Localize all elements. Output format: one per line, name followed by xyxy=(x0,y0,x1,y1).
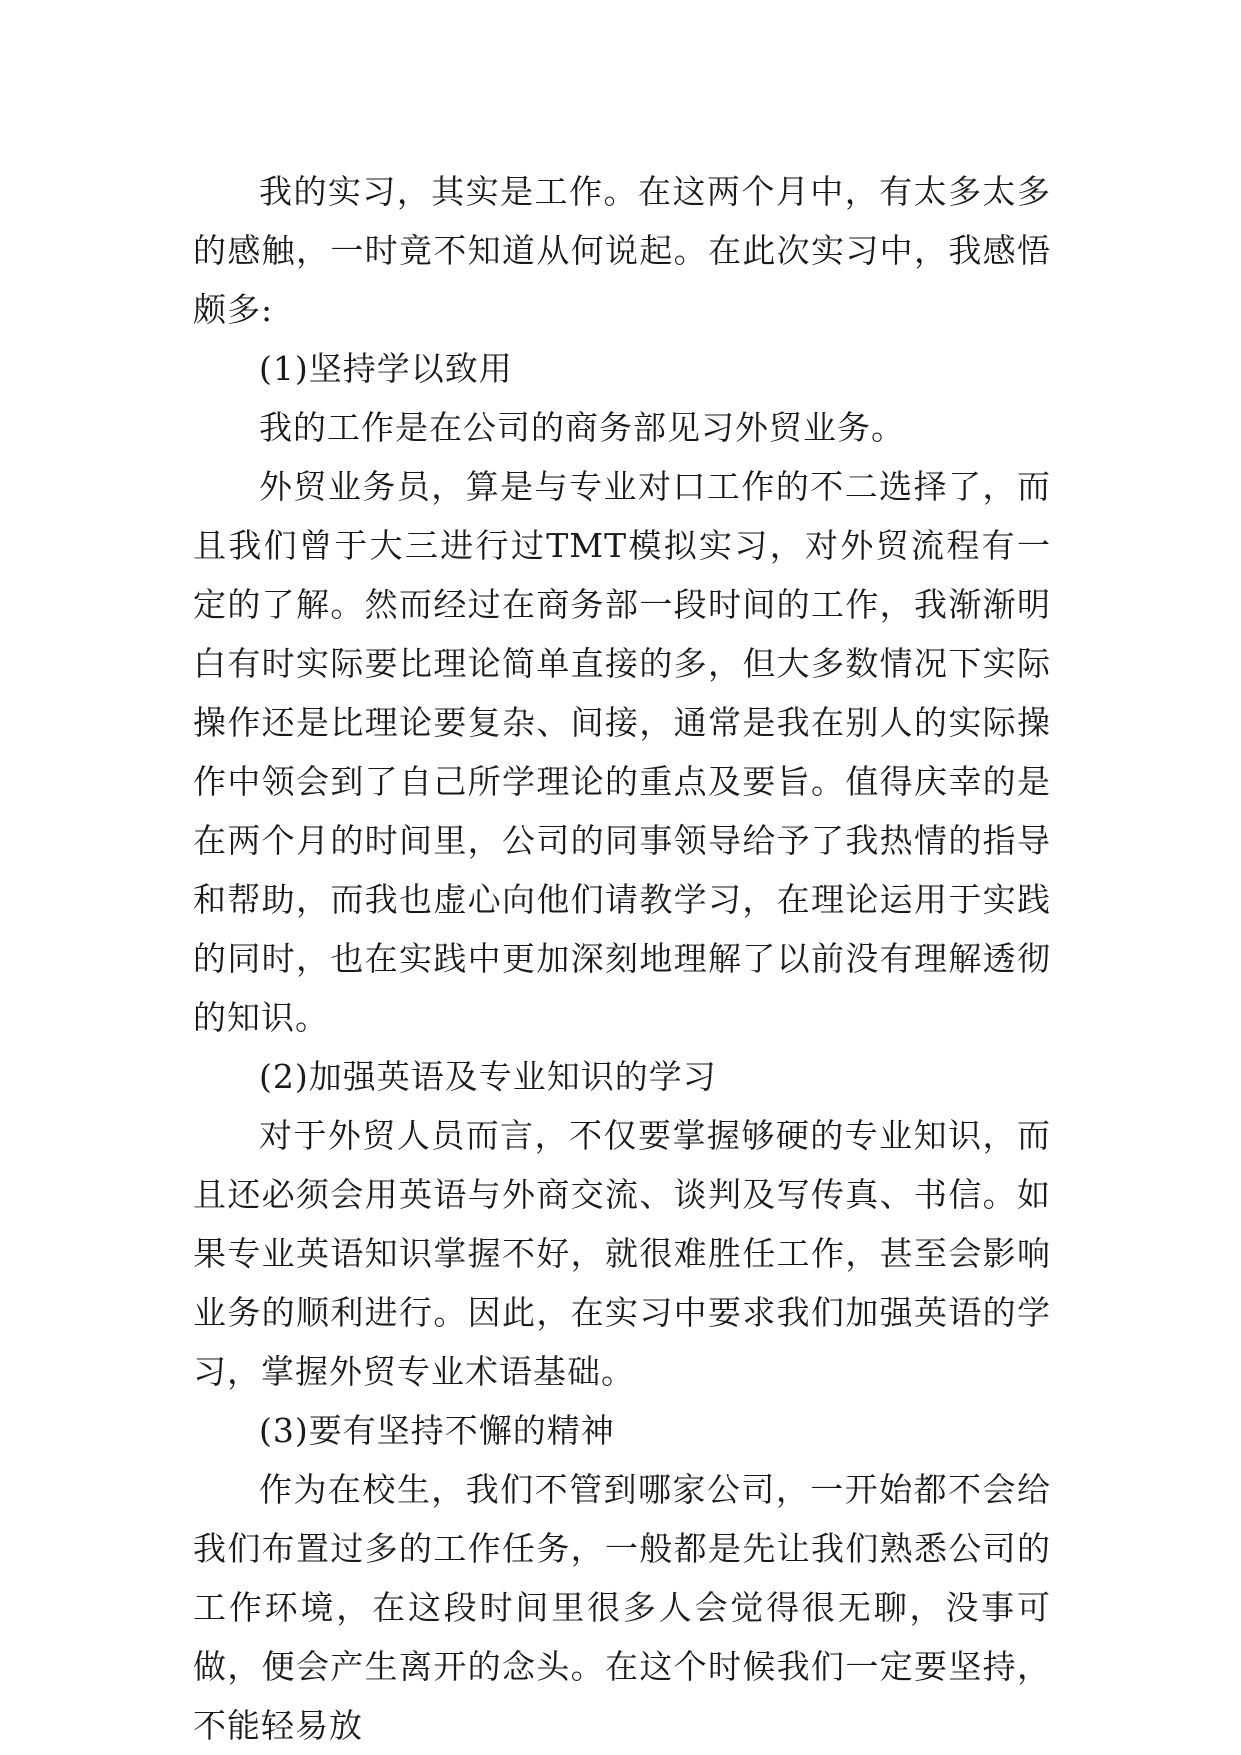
intro-paragraph: 我的实习，其实是工作。在这两个月中，有太多太多的感触，一时竟不知道从何说起。在此次实习中，我感悟颇多: xyxy=(193,172,1051,329)
paragraph: 外贸业务员，算是与专业对口工作的不二选择了，而且我们曾于大三进行过TMT模拟实习，对外贸流程有一定的了解。然而经过在商务部一段时间的工作，我渐渐明白有时实际要比理论简单直接的多，但大多数情况下实际操作还是比理论要复杂、间接，通常是我在别人的实际操作中领会到了自己所学理论的重点及要旨。值得庆幸的是在两个月的时间里，公司的同事领导给予了我热情的指导和帮助，而我也虚心向他们请教学习，在理论运用于实践的同时，也在实践中更加深刻地理解了以前没有理解透彻的知识。 xyxy=(193,467,1051,1037)
paragraph: 对于外贸人员而言，不仅要掌握够硬的专业知识，而且还必须会用英语与外商交流、谈判及写传真、书信。如果专业英语知识掌握不好，就很难胜任工作，甚至会影响业务的顺利进行。因此，在实习中要求我们加强英语的学习，掌握外贸专业术语基础。 xyxy=(193,1116,1051,1391)
section-heading-1: (1)坚持学以致用 xyxy=(259,349,513,388)
section-heading-3: (3)要有坚持不懈的精神 xyxy=(259,1411,615,1450)
document-page xyxy=(193,162,1051,1755)
section-heading-2: (2)加强英语及专业知识的学习 xyxy=(259,1057,717,1096)
paragraph: 作为在校生，我们不管到哪家公司，一开始都不会给我们布置过多的工作任务，一般都是先让我们熟悉公司的工作环境，在这段时间里很多人会觉得很无聊，没事可做，便会产生离开的念头。在这个时候我们一定要坚持，不能轻易放 xyxy=(193,1470,1051,1745)
paragraph: 我的工作是在公司的商务部见习外贸业务。 xyxy=(259,408,905,447)
